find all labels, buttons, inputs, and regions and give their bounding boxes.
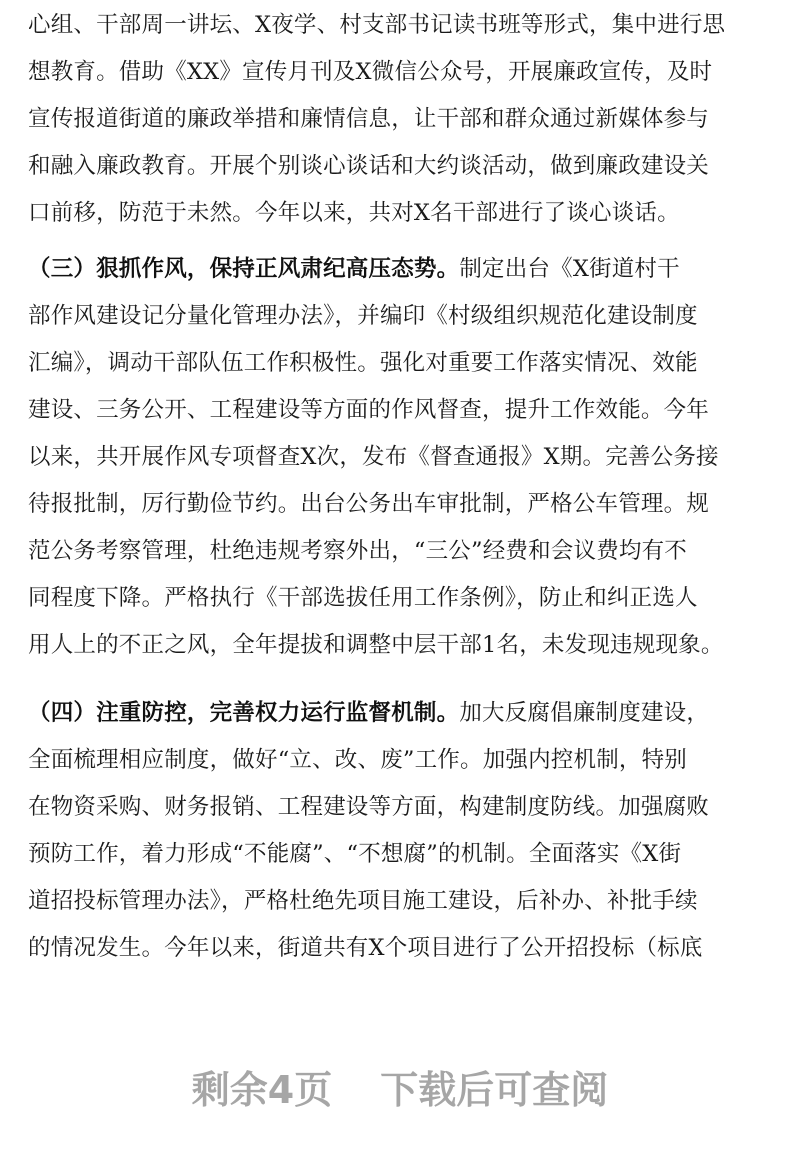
text-line: 待报批制，厉行勤俭节约。出台公务出车审批制，严格公车管理。规 [28,491,710,517]
text-line: 全面梳理相应制度，做好“立、改、废”工作。加强内控机制，特别 [28,747,688,773]
text-line: 部作风建设记分量化管理办法》，并编印《村级组织规范化建设制度 [28,303,698,329]
section-heading: （四）注重防控，完善权力运行监督机制。 [28,700,460,726]
text-line: 同程度下降。严格执行《干部选拔任用工作条例》，防止和纠正选人 [28,585,698,611]
section-heading-line: （三）狠抓作风，保持正风肃纪高压态势。制定出台《X街道村干 [28,256,680,282]
text-line: 和融入廉政教育。开展个别谈心谈话和大约谈活动，做到廉政建设关 [28,153,710,179]
text-line: 的情况发生。今年以来，街道共有X个项目进行了公开招投标（标底 [28,935,703,961]
text-line: 道招投标管理办法》，严格杜绝先项目施工建设，后补办、补批手续 [28,888,698,914]
section-heading: （三）狠抓作风，保持正风肃纪高压态势。 [28,256,460,282]
text-line: 预防工作，着力形成“不能腐”、“不想腐”的机制。全面落实《X街 [28,841,682,867]
remaining-pages-label: 剩余4页 [191,1068,333,1112]
text-line: 范公务考察管理，杜绝违规考察外出，“三公”经费和会议费均有不 [28,538,688,564]
text-line: 想教育。借助《XX》宣传月刊及X微信公众号，开展廉政宣传，及时 [28,59,713,85]
text-line: 口前移，防范于未然。今年以来，共对X名干部进行了谈心谈话。 [28,200,680,226]
section-heading-line: （四）注重防控，完善权力运行监督机制。加大反腐倡廉制度建设， [28,700,710,726]
text-line: 汇编》，调动干部队伍工作积极性。强化对重要工作落实情况、效能 [28,350,698,376]
text-line: 以来，共开展作风专项督查X次，发布《督查通报》X期。完善公务接 [28,444,719,470]
download-prompt[interactable] [0,1062,800,1118]
download-to-view-label: 下载后可查阅 [380,1068,609,1112]
text-line: 在物资采购、财务报销、工程建设等方面，构建制度防线。加强腐败 [28,794,710,820]
text-line: 心组、干部周一讲坛、X夜学、村支部书记读书班等形式，集中进行思 [28,12,726,38]
text-line: 建设、三务公开、工程建设等方面的作风督查，提升工作效能。今年 [28,397,710,423]
text-line: 用人上的不正之风，全年提拔和调整中层干部1名，未发现违规现象。 [28,632,724,658]
text-line: 宣传报道街道的廉政举措和廉情信息，让干部和群众通过新媒体参与 [28,106,710,132]
